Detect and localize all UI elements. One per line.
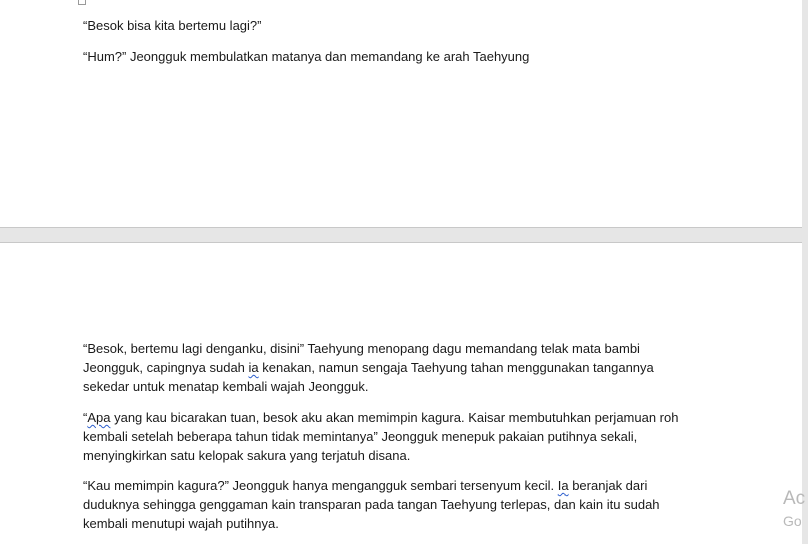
text-run: kenakan, namun sengaja Taehyung tahan menggunakan tangannya [258,360,654,375]
text-line [83,408,713,427]
text-line: “Besok, bertemu lagi denganku, disini” Taehyung menopang dagu memandang telak mata bambi [83,341,640,356]
spelling-flag[interactable]: ia [248,360,259,375]
paragraph[interactable] [83,339,713,396]
text-line: duduknya sehingga genggaman kain transparan pada tangan Taehyung terlepas, dan kain itu sudah [83,497,660,512]
text-run: yang kau bicarakan tuan, besok aku akan memimpin kagura. Kaisar membutuhkan perjamuan roh [110,410,679,425]
activation-watermark-subtitle: Go [783,513,802,529]
paragraph[interactable] [83,476,713,533]
text-line [83,358,713,377]
text-line [83,476,713,495]
document-page-2 [0,242,802,544]
text-line: menyingkirkan satu kelopak sakura yang terjatuh disana. [83,448,411,463]
text-line: kembali menutupi wajah putihnya. [83,516,279,531]
text-run: “ [83,410,88,425]
paragraph[interactable] [83,408,713,465]
paragraph[interactable] [83,47,713,66]
text-run: beranjak dari [568,478,648,493]
spelling-flag[interactable]: Apa [87,410,111,425]
text-run: Jeongguk, capingnya sudah [83,360,249,375]
text-line: “Hum?” Jeongguk membulatkan matanya dan memandang ke arah Taehyung [83,49,530,64]
text-line: “Besok bisa kita bertemu lagi?” [83,18,262,33]
spelling-flag[interactable]: Ia [557,478,569,493]
document-page-1 [0,0,802,228]
activation-watermark-title: Ac [783,488,806,509]
paragraph-mark-icon [78,0,86,5]
paragraph[interactable] [83,16,713,35]
text-line: kembali setelah beberapa tahun tidak memintanya” Jeongguk menepuk pakaian putihnya sekali, [83,429,638,444]
text-run: “Kau memimpin kagura?” Jeongguk hanya mengangguk sembari tersenyum kecil. [83,478,558,493]
text-line: sekedar untuk menatap kembali wajah Jeongguk. [83,379,369,394]
